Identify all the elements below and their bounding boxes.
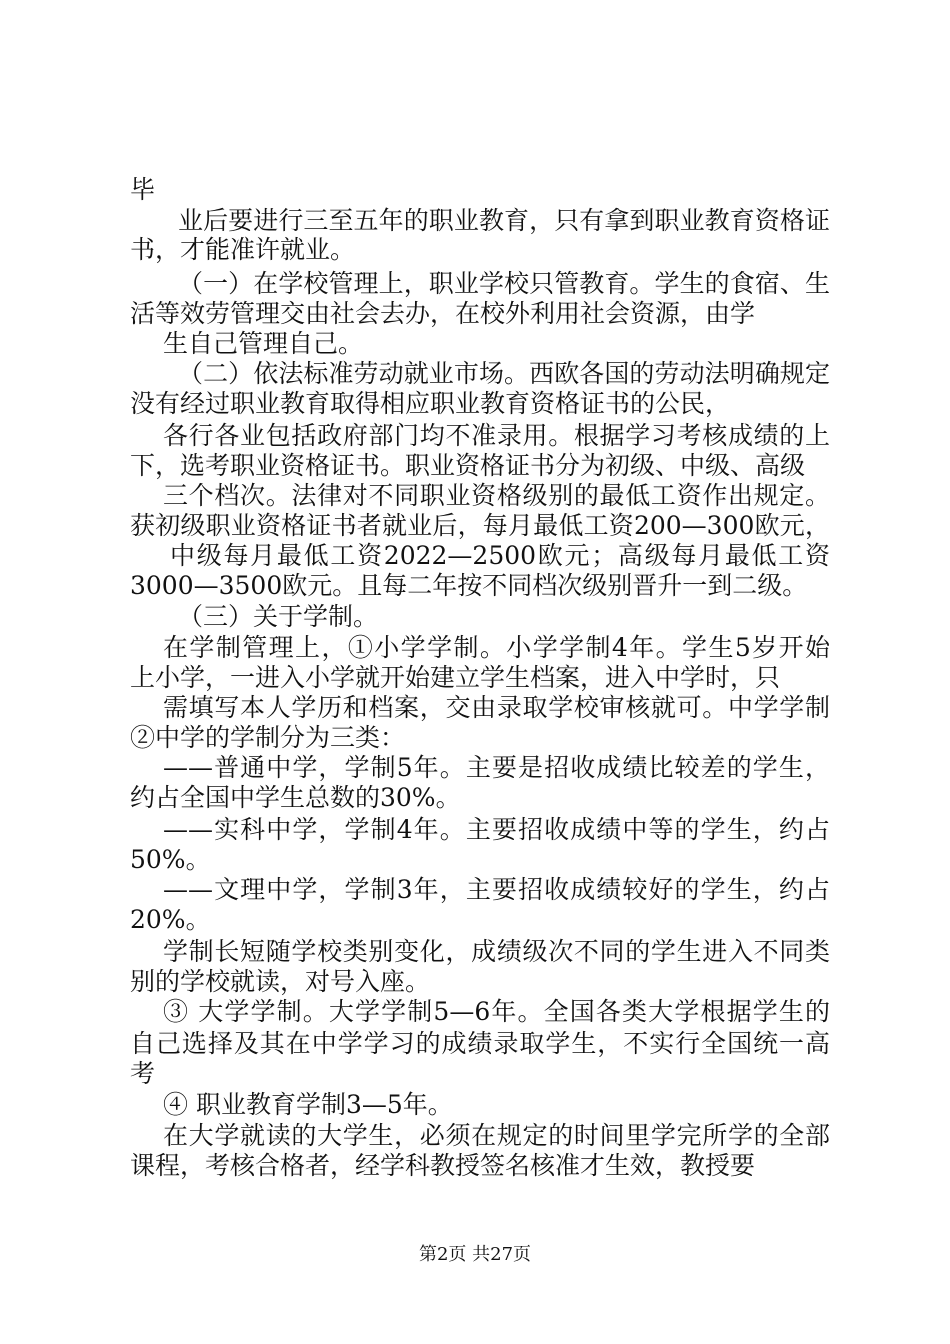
text-line: 各行各业包括政府部门均不准录用。根据学习考核成绩的上 bbox=[163, 421, 830, 450]
text-line: ②中学的学制分为三类： bbox=[130, 723, 406, 752]
text-line: 在学制管理上，①小学学制。小学学制4年。学生5岁开始 bbox=[163, 633, 830, 662]
text-line: ——文理中学，学制3年，主要招收成绩较好的学生，约占 bbox=[163, 875, 830, 904]
text-line: 没有经过职业教育取得相应职业教育资格证书的公民， bbox=[130, 389, 731, 418]
text-line: 自己选择及其在中学学习的成绩录取学生，不实行全国统一高 bbox=[130, 1029, 830, 1058]
text-line: ④ 职业教育学制3—5年。 bbox=[163, 1090, 453, 1119]
text-line: ——实科中学，学制4年。主要招收成绩中等的学生，约占 bbox=[163, 815, 830, 844]
text-line: 50%。 bbox=[130, 845, 211, 874]
text-line: 毕 bbox=[130, 175, 156, 204]
text-line: ③ 大学学制。大学学制5—6年。全国各类大学根据学生的 bbox=[163, 997, 830, 1026]
text-line: 活等效劳管理交由社会去办，在校外利用社会资源，由学 bbox=[130, 299, 756, 328]
text-line: 课程，考核合格者，经学科教授签名核准才生效，教授要 bbox=[130, 1151, 756, 1180]
text-line: 下，选考职业资格证书。职业资格证书分为初级、中级、高级 bbox=[130, 451, 806, 480]
page-footer: 第2页 共27页 bbox=[418, 1244, 532, 1265]
text-line: 约占全国中学生总数的30%。 bbox=[130, 783, 461, 812]
text-line: 学制长短随学校类别变化，成绩级次不同的学生进入不同类 bbox=[163, 937, 830, 966]
text-line: 获初级职业资格证书者就业后，每月最低工资200—300欧元， bbox=[130, 511, 830, 540]
text-line: 20%。 bbox=[130, 905, 211, 934]
text-line: 在大学就读的大学生，必须在规定的时间里学完所学的全部 bbox=[163, 1121, 830, 1150]
text-line: 考 bbox=[130, 1059, 156, 1088]
text-line: 别的学校就读，对号入座。 bbox=[130, 967, 431, 996]
text-line: ——普通中学，学制5年。主要是招收成绩比较差的学生， bbox=[163, 753, 830, 782]
text-line: 需填写本人学历和档案，交由录取学校审核就可。中学学制 bbox=[163, 693, 830, 722]
text-line: 书，才能准许就业。 bbox=[130, 235, 356, 264]
text-line: （一）在学校管理上，职业学校只管教育。学生的食宿、生 bbox=[178, 269, 830, 298]
text-line: （二）依法标准劳动就业市场。西欧各国的劳动法明确规定 bbox=[178, 359, 830, 388]
text-line: 3000—3500欧元。且每二年按不同档次级别晋升一到二级。 bbox=[130, 571, 808, 600]
text-line: 中级每月最低工资2022—2500欧元；高级每月最低工资 bbox=[170, 541, 830, 570]
text-line: 上小学，一进入小学就开始建立学生档案，进入中学时，只 bbox=[130, 663, 781, 692]
text-line: 生自己管理自己。 bbox=[163, 329, 364, 358]
section-heading: （三）关于学制。 bbox=[178, 602, 379, 631]
text-line: 三个档次。法律对不同职业资格级别的最低工资作出规定。 bbox=[163, 481, 830, 510]
text-line: 业后要进行三至五年的职业教育，只有拿到职业教育资格证 bbox=[178, 206, 830, 235]
